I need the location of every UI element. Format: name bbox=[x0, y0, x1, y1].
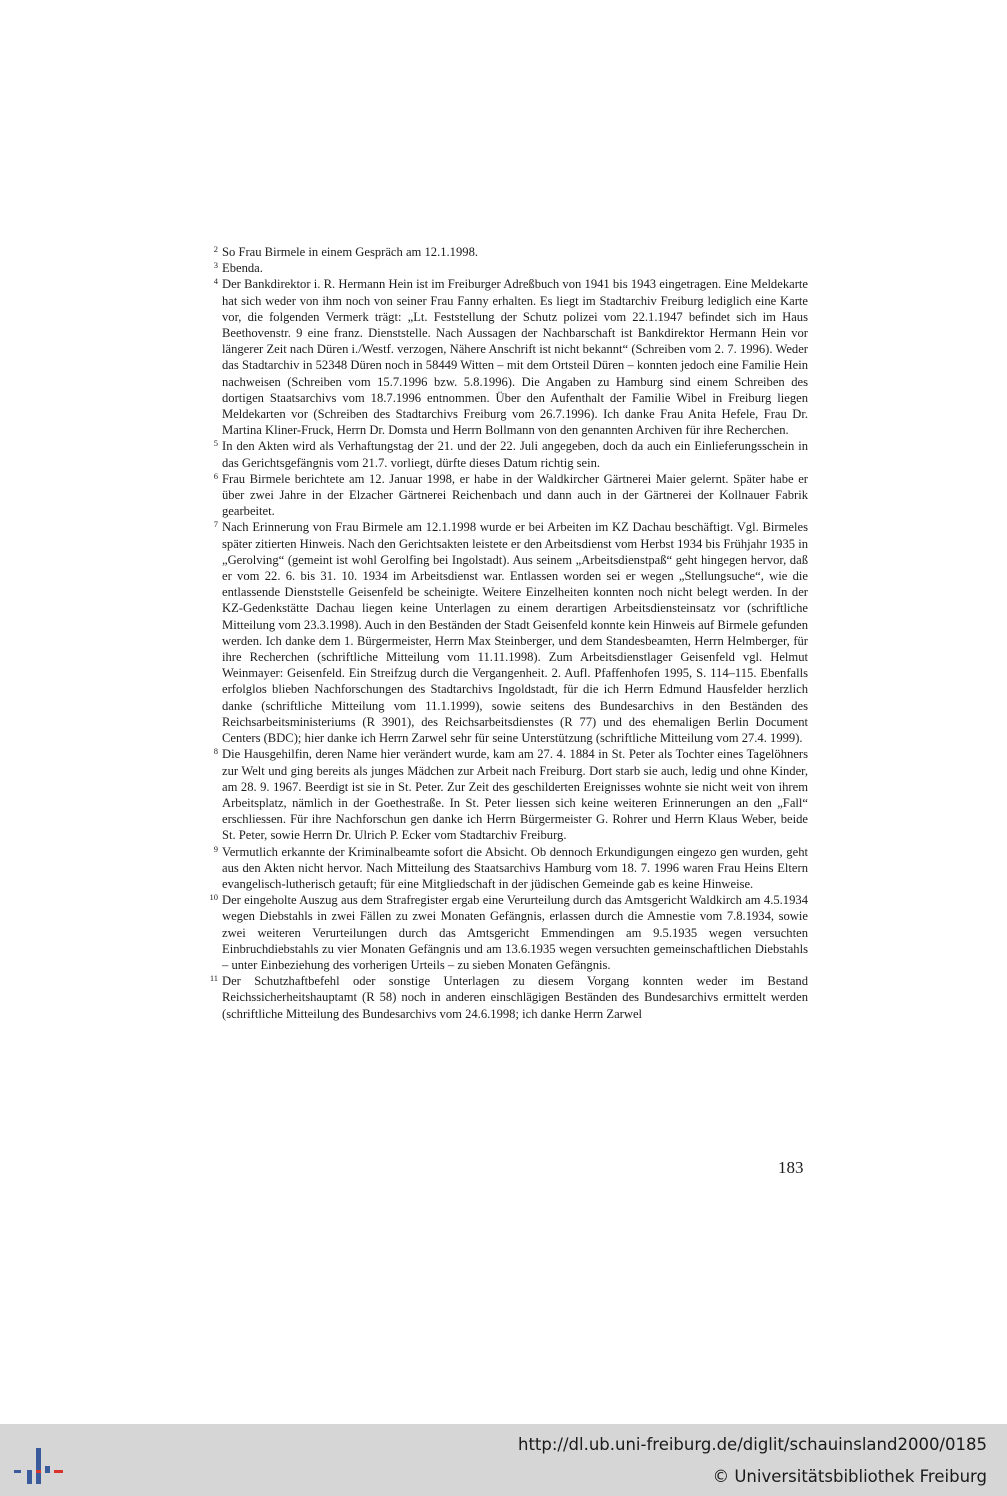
footnote-number: 6 bbox=[213, 470, 218, 481]
ub-freiburg-logo-icon[interactable] bbox=[14, 1436, 64, 1486]
footnote-number: 11 bbox=[209, 973, 218, 984]
footnote-text: Der Bankdirektor i. R. Hermann Hein ist im Freiburger Adreßbuch von 1941 bis 1943 eingetragen. Eine Meldekarte hat sich weder von ihm noch von seiner Frau Fanny erhalten. Es liegt im Stadtarchiv Freiburg lediglich eine Karte vor, die folgenden Vermerk trägt: „Lt. Feststellung der Schutz polizei vom 22.1.1947 befindet sich im Haus Beethovenstr. 9 eine franz. Dienststelle. Nach Aussagen der Nachbarschaft ist Bankdirektor Hermann Hein vor längerer Zeit nach Düren i./Westf. verzogen, Nähere Anschrift ist nicht bekannt“ (Schreiben vom 2. 7. 1996). Weder das Stadtarchiv in 52348 Düren noch in 58449 Witten – mit dem Ortsteil Düren – konnten jedoch eine Familie Hein nachweisen (Schreiben vom 15.7.1996 bzw. 5.8.1996). Die Angaben zu Hamburg sind einem Schreiben des dortigen Staatsarchivs vom 18.7.1996 entnommen. Über den Aufenthalt der Familie Wibel in Freiburg liegen Meldekarten vor (Schreiben des Stadtarchivs Freiburg vom 26.7.1996). Ich danke Frau Anita Hefele, Frau Dr. Martina Kliner-Fruck, Herrn Dr. Domsta und Herrn Bollmann von den genannten Archiven für ihre Recherchen. bbox=[222, 277, 808, 438]
footnote-number: 7 bbox=[213, 519, 218, 530]
footnote bbox=[209, 438, 808, 470]
footnote-number: 5 bbox=[213, 438, 218, 449]
footnote-number: 10 bbox=[209, 892, 218, 903]
footnote-number: 9 bbox=[213, 843, 218, 854]
footnote bbox=[209, 276, 808, 438]
footnote bbox=[209, 244, 808, 260]
footnote-number: 2 bbox=[213, 244, 218, 254]
footnote bbox=[209, 471, 808, 520]
footnote-text: Frau Birmele berichtete am 12. Januar 1998, er habe in der Waldkircher Gärtnerei Maier gelernt. Später habe er über zwei Jahre in der Elzacher Gärtnerei Reichenbach und dann auch in der Gärtnerei der Kollnauer Fabrik gearbeitet. bbox=[222, 471, 808, 519]
footnote-text: Der Schutzhaftbefehl oder sonstige Unterlagen zu diesem Vorgang konnten weder im Bestand Reichssicherheitshauptamt (R 58) noch in anderen einschlägigen Beständen des Bundesarchivs ermittelt werden (schriftliche Mitteilung des Bundesarchivs vom 24.6.1998; ich danke Herrn Zarwel bbox=[222, 974, 808, 1021]
footnote bbox=[209, 892, 808, 973]
footnote-number: 3 bbox=[213, 260, 218, 271]
page-number: 183 bbox=[778, 1158, 804, 1177]
footnote-text: In den Akten wird als Verhaftungstag der 21. und der 22. Juli angegeben, doch da auch ein Einlieferungsschein in das Gerichtsgefängnis vom 21.7. vorliegt, dürfte dieses Datum richtig sein. bbox=[222, 439, 808, 470]
copyright-notice: © Universitätsbibliothek Freiburg bbox=[712, 1467, 987, 1486]
footer-bar bbox=[0, 1424, 1007, 1496]
footnote bbox=[209, 260, 808, 276]
footnote bbox=[209, 973, 808, 1022]
footnote-text: Nach Erinnerung von Frau Birmele am 12.1.1998 wurde er bei Arbeiten im KZ Dachau beschäftigt. Vgl. Birmeles später zitierten Hinweis. Nach den Gerichtsakten leistete er den Arbeitsdienst vom Herbst 1934 bis Frühjahr 1935 in „Gerolving“ (gemeint ist wohl Gerolfing bei Ingolstadt). Aus seinem „Arbeitsdienstpaß“ geht hingegen hervor, daß er vom 22. 6. bis 31. 10. 1934 im Arbeitsdienst war. Entlassen worden sei er wegen „Stellungsuche“, wie die entlassende Dienststelle Geisenfeld be scheinigte. Weitere Einzelheiten konnten noch nicht belegt werden. In der KZ-Gedenkstätte Dachau liegen keine Unterlagen zu einem derartigen Arbeitsdiensteinsatz vor (schriftliche Mitteilung vom 23.3.1998). Auch in den Beständen der Stadt Geisenfeld konnte kein Hinweis auf Birmele gefunden werden. Ich danke dem 1. Bürgermeister, Herrn Max Steinberger, und dem Standesbeamten, Herrn Helmberger, für ihre Recherchen (schriftliche Mitteilung vom 11.11.1998). Zum Arbeitsdienstlager Geisenfeld vgl. Helmut Weinmayer: Geisenfeld. Ein Streifzug durch die Vergangenheit. 2. Aufl. Pfaffenhofen 1995, S. 114–115. Ebenfalls erfolglos blieben Nachforschungen des Stadtarchivs Ingoldstadt, für die ich Herrn Edmund Hausfelder herzlich danke (schriftliche Mitteilung vom 11.1.1999), sowie seitens des Bundesarchivs in den Beständen des Reichsarbeitsministeriums (R 3901), des Reichsarbeitsdienstes (R 77) und des ehemaligen Berlin Document Centers (BDC); hier danke ich Herrn Zarwel sehr für seine Unterstützung (schriftliche Mitteilung vom 27.4. 1999). bbox=[222, 520, 808, 746]
document-url-link[interactable]: http://dl.ub.uni-freiburg.de/diglit/schauinsland2000/0185 bbox=[517, 1435, 987, 1454]
footnote-text: So Frau Birmele in einem Gespräch am 12.1.1998. bbox=[222, 245, 479, 259]
footnote-text: Der eingeholte Auszug aus dem Strafregister ergab eine Verurteilung durch das Amtsgericht Waldkirch am 4.5.1934 wegen Diebstahls in zwei Fällen zu zwei Monaten Gefängnis, erlassen durch die Amnestie vom 7.8.1934, sowie zwei weiteren Verurteilungen durch das Amtsgericht Emmendingen am 9.5.1935 wegen versuchten Einbruchdiebstahls zu vier Monaten Gefängnis und am 13.6.1935 wegen versuchten gemeinschaftlichen Diebstahls – unter Einbeziehung des vorherigen Urteils – zu sieben Monaten Gefängnis. bbox=[222, 893, 808, 972]
footnote-number: 4 bbox=[213, 276, 218, 287]
footnote-number: 8 bbox=[213, 746, 218, 757]
footnote bbox=[209, 746, 808, 843]
footnote bbox=[209, 844, 808, 893]
footnote-text: Vermutlich erkannte der Kriminalbeamte sofort die Absicht. Ob dennoch Erkundigungen eingezo gen wurden, geht aus den Akten nicht hervor. Nach Mitteilung des Staatsarchivs Hamburg vom 18. 7. 1996 waren Frau Heins Eltern evangelisch-lutherisch getauft; für eine Mitgliedschaft in der jüdischen Gemeinde gab es keine Hinweise. bbox=[222, 844, 808, 891]
footnote-text: Ebenda. bbox=[222, 261, 263, 276]
footnote bbox=[209, 519, 808, 746]
footnote-text: Die Hausgehilfin, deren Name hier verändert wurde, kam am 27. 4. 1884 in St. Peter als Tochter eines Tagelöhners zur Welt und ging bereits als junges Mädchen zur Arbeit nach Freiburg. Dort starb sie auch, ledig und ohne Kinder, am 28. 9. 1967. Beerdigt ist sie in St. Peter. Zur Zeit des geschilderten Ereignisses wohnte sie nicht weit von ihrem Arbeitsplatz, nämlich in der Goethestraße. In St. Peter liessen sich keine weiteren Erinnerungen an den „Fall“ erschliessen. Für ihre Nachforschun gen danke ich Herrn Bürgermeister G. Rohrer und Herrn Klaus Weber, beide St. Peter, sowie Herrn Dr. Ulrich P. Ecker vom Stadtarchiv Freiburg. bbox=[222, 747, 808, 843]
footnotes bbox=[209, 244, 808, 1022]
